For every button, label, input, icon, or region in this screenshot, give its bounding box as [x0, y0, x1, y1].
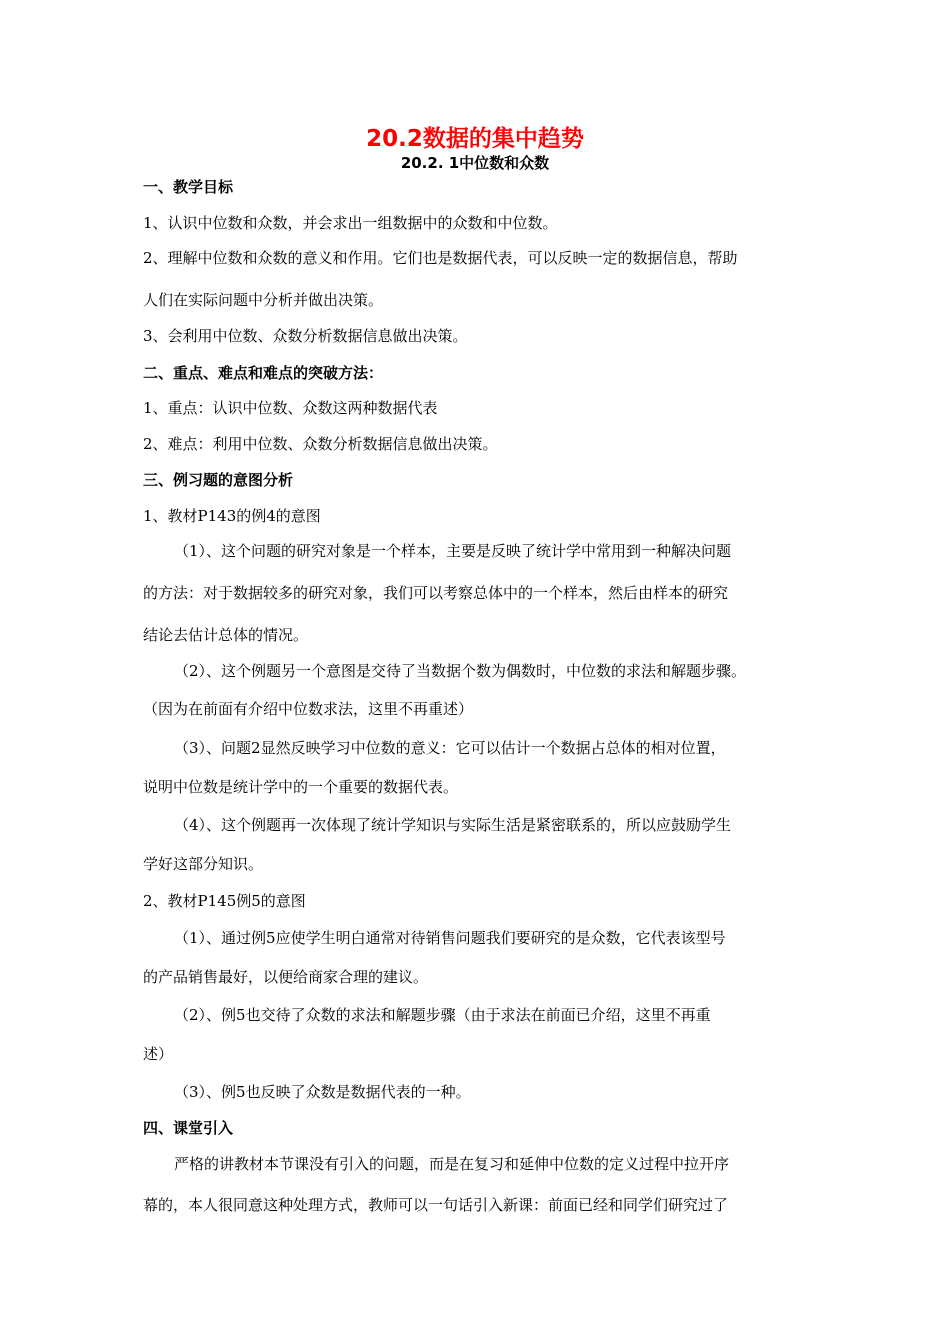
- section-heading-key-points: 二、重点、难点和难点的突破方法：: [143, 364, 384, 382]
- paragraph-line: 幕的，本人很同意这种处理方式，教师可以一句话引入新课：前面已经和同学们研究过了: [143, 1196, 729, 1214]
- section-heading-examples: 三、例习题的意图分析: [143, 471, 294, 489]
- paragraph-line: （因为在前面有介绍中位数求法，这里不再重述）: [143, 700, 474, 718]
- paragraph-line: 2、理解中位数和众数的意义和作用。它们也是数据代表，可以反映一定的数据信息，帮助: [143, 249, 738, 267]
- paragraph-line: 说明中位数是统计学中的一个重要的数据代表。: [143, 778, 459, 796]
- paragraph-line: 严格的讲教材本节课没有引入的问题，而是在复习和延伸中位数的定义过程中拉开序: [174, 1155, 730, 1173]
- paragraph-line: 述）: [143, 1045, 174, 1063]
- document-subtitle: 20.2. 1中位数和众数: [400, 154, 550, 172]
- paragraph-line: （3）、问题2显然反映学习中位数的意义：它可以估计一个数据占总体的相对位置，: [174, 739, 726, 757]
- paragraph-line: 3、会利用中位数、众数分析数据信息做出决策。: [143, 327, 468, 345]
- paragraph-line: 1、教材P143的例4的意图: [143, 507, 321, 525]
- section-heading-introduction: 四、课堂引入: [143, 1119, 234, 1137]
- paragraph-line: （1）、通过例5应使学生明白通常对待销售问题我们要研究的是众数，它代表该型号: [174, 929, 726, 947]
- paragraph-line: 结论去估计总体的情况。: [143, 626, 309, 644]
- document-title: 20.2数据的集中趋势: [366, 126, 584, 152]
- paragraph-line: （2）、例5也交待了众数的求法和解题步骤（由于求法在前面已介绍，这里不再重: [174, 1006, 711, 1024]
- paragraph-line: 1、认识中位数和众数，并会求出一组数据中的众数和中位数。: [143, 214, 558, 232]
- paragraph-line: 的产品销售最好，以便给商家合理的建议。: [143, 968, 429, 986]
- paragraph-line: 2、教材P145例5的意图: [143, 892, 306, 910]
- paragraph-line: 1、重点：认识中位数、众数这两种数据代表: [143, 399, 438, 417]
- paragraph-line: 学好这部分知识。: [143, 855, 264, 873]
- paragraph-line: 的方法：对于数据较多的研究对象，我们可以考察总体中的一个样本，然后由样本的研究: [143, 584, 729, 602]
- paragraph-line: （2）、这个例题另一个意图是交待了当数据个数为偶数时，中位数的求法和解题步骤。: [174, 662, 747, 680]
- paragraph-line: 2、难点：利用中位数、众数分析数据信息做出决策。: [143, 435, 498, 453]
- paragraph-line: （1）、这个问题的研究对象是一个样本，主要是反映了统计学中常用到一种解决问题: [174, 542, 732, 560]
- paragraph-line: 人们在实际问题中分析并做出决策。: [143, 291, 384, 309]
- paragraph-line: （4）、这个例题再一次体现了统计学知识与实际生活是紧密联系的，所以应鼓励学生: [174, 816, 732, 834]
- section-heading-objectives: 一、教学目标: [143, 178, 234, 196]
- paragraph-line: （3）、例5也反映了众数是数据代表的一种。: [174, 1083, 471, 1101]
